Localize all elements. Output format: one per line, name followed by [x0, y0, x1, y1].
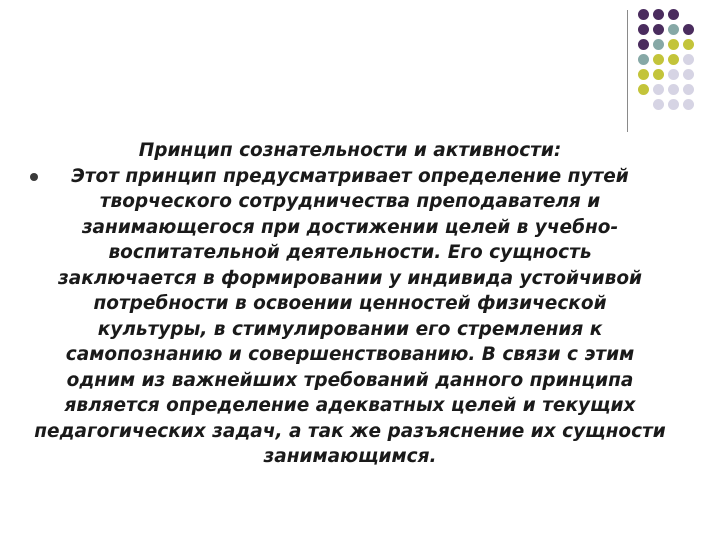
paragraph-line: педагогических задач, а так же разъяснение их сущности — [34, 420, 666, 442]
decorative-dot — [638, 54, 649, 65]
decorative-dot — [653, 9, 664, 20]
decorative-dot — [683, 39, 694, 50]
slide-heading: Принцип сознательности и активности: — [138, 140, 562, 161]
bullet-paragraph — [0, 164, 700, 470]
decorative-dot — [653, 39, 664, 50]
decorative-dot — [668, 39, 679, 50]
paragraph-line: занимающегося при достижении целей в учебно- — [81, 216, 619, 238]
decorative-dot — [653, 24, 664, 35]
paragraph-line: воспитательной деятельности. Его сущность — [108, 242, 592, 263]
paragraph-line: потребности в освоении ценностей физической — [93, 293, 607, 314]
decorative-dot — [638, 69, 649, 80]
decorative-dot — [653, 99, 664, 110]
paragraph-line: заключается в формировании у индивида устойчивой — [57, 267, 643, 289]
decorative-dot — [683, 69, 694, 80]
decorative-dot — [638, 9, 649, 20]
paragraph-line: занимающимся. — [263, 446, 437, 467]
paragraph-line: является определение адекватных целей и текущих — [64, 395, 636, 416]
paragraph-line: творческого сотрудничества преподавателя и — [99, 191, 601, 212]
slide-text-block — [0, 138, 700, 470]
paragraph-line: одним из важнейших требований данного принципа — [66, 369, 634, 391]
decorative-dot — [668, 84, 679, 95]
decorative-dot — [683, 84, 694, 95]
paragraph-line: самопознанию и совершенствованию. В связи с этим — [65, 344, 635, 365]
decorative-dot — [653, 84, 664, 95]
decorative-dot — [683, 99, 694, 110]
vertical-divider-line — [627, 10, 628, 132]
decorative-dot — [653, 69, 664, 80]
decorative-dot — [668, 24, 679, 35]
paragraph-line: культуры, в стимулировании его стремления к — [97, 318, 603, 340]
decorative-dot — [668, 69, 679, 80]
decorative-dot — [653, 54, 664, 65]
decorative-dot — [638, 24, 649, 35]
decorative-dot — [668, 9, 679, 20]
decorative-dot — [668, 99, 679, 110]
decorative-dot — [638, 39, 649, 50]
decorative-dot — [683, 24, 694, 35]
decorative-dot-grid — [638, 9, 718, 119]
bullet-icon — [30, 173, 38, 181]
decorative-dot — [683, 54, 694, 65]
decorative-dot — [638, 84, 649, 95]
decorative-dot — [668, 54, 679, 65]
paragraph-line: Этот принцип предусматривает определение путей — [71, 165, 629, 187]
